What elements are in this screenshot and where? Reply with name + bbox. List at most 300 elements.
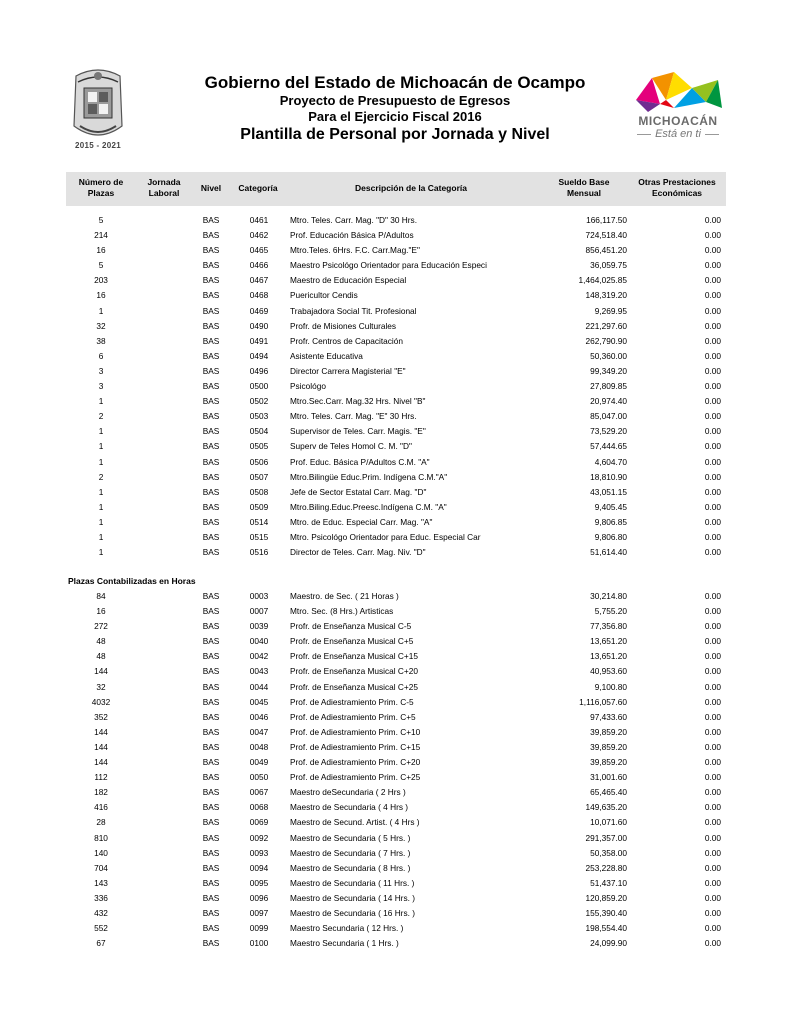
cell-categoria: 0099 bbox=[249, 923, 269, 934]
cell-categoria: 0503 bbox=[249, 411, 269, 422]
cell-otras-prestaciones: 0.00 bbox=[704, 441, 721, 452]
table-row bbox=[0, 936, 791, 951]
cell-categoria: 0069 bbox=[249, 817, 269, 828]
cell-numero-plazas: 272 bbox=[94, 621, 108, 632]
cell-sueldo-base: 9,806.80 bbox=[594, 531, 627, 542]
cell-otras-prestaciones: 0.00 bbox=[704, 621, 721, 632]
cell-otras-prestaciones: 0.00 bbox=[704, 275, 721, 286]
table-row bbox=[0, 634, 791, 649]
cell-sueldo-base: 4,604.70 bbox=[594, 456, 627, 467]
col-sueldo-base: Sueldo Base Mensual bbox=[558, 177, 610, 198]
cell-sueldo-base: 9,269.95 bbox=[594, 305, 627, 316]
cell-nivel: BAS bbox=[202, 817, 220, 828]
cell-sueldo-base: 31,001.60 bbox=[590, 772, 627, 783]
cell-sueldo-base: 43,051.15 bbox=[590, 486, 627, 497]
cell-categoria: 0508 bbox=[249, 486, 269, 497]
cell-sueldo-base: 40,953.60 bbox=[590, 666, 627, 677]
cell-descripcion: Prof. Educación Básica P/Adultos bbox=[290, 230, 414, 241]
cell-otras-prestaciones: 0.00 bbox=[704, 547, 721, 558]
cell-descripcion: Maestro de Educación Especial bbox=[290, 275, 407, 286]
col-categoria: Categoría bbox=[238, 183, 278, 193]
cell-categoria: 0494 bbox=[249, 350, 269, 361]
cell-sueldo-base: 97,433.60 bbox=[590, 711, 627, 722]
cell-nivel: BAS bbox=[202, 636, 220, 647]
cell-categoria: 0097 bbox=[249, 907, 269, 918]
cell-numero-plazas: 1 bbox=[98, 426, 104, 437]
table-row bbox=[0, 619, 791, 634]
cell-nivel: BAS bbox=[202, 847, 220, 858]
cell-nivel: BAS bbox=[202, 923, 220, 934]
cell-descripcion: Asistente Educativa bbox=[290, 350, 363, 361]
document-title: Gobierno del Estado de Michoacán de Ocampo bbox=[204, 73, 586, 92]
cell-descripcion: Mtro.Sec.Carr. Mag.32 Hrs. Nivel "B" bbox=[290, 396, 426, 407]
cell-categoria: 0044 bbox=[249, 681, 269, 692]
cell-otras-prestaciones: 0.00 bbox=[704, 456, 721, 467]
cell-categoria: 0040 bbox=[249, 636, 269, 647]
cell-otras-prestaciones: 0.00 bbox=[704, 396, 721, 407]
cell-sueldo-base: 57,444.65 bbox=[590, 441, 627, 452]
table-row bbox=[0, 906, 791, 921]
cell-sueldo-base: 148,319.20 bbox=[585, 290, 627, 301]
cell-sueldo-base: 99,349.20 bbox=[590, 365, 627, 376]
cell-otras-prestaciones: 0.00 bbox=[704, 305, 721, 316]
cell-descripcion: Trabajadora Social Tit. Profesional bbox=[290, 305, 417, 316]
cell-descripcion: Supervisor de Teles. Carr. Magis. "E" bbox=[290, 426, 426, 437]
cell-categoria: 0514 bbox=[249, 516, 269, 527]
cell-nivel: BAS bbox=[202, 621, 220, 632]
cell-numero-plazas: 28 bbox=[96, 817, 106, 828]
cell-categoria: 0067 bbox=[249, 787, 269, 798]
table-row bbox=[0, 664, 791, 679]
cell-numero-plazas: 84 bbox=[96, 591, 106, 601]
cell-descripcion: Superv de Teles Homol C. M. "D" bbox=[290, 441, 412, 452]
table-row bbox=[0, 364, 791, 379]
cell-sueldo-base: 85,047.00 bbox=[590, 411, 627, 422]
table-row bbox=[0, 258, 791, 273]
cell-descripcion: Psicológo bbox=[290, 381, 326, 392]
document-titles bbox=[160, 72, 630, 145]
cell-numero-plazas: 143 bbox=[94, 877, 108, 888]
cell-numero-plazas: 1 bbox=[98, 531, 104, 542]
cell-otras-prestaciones: 0.00 bbox=[704, 381, 721, 392]
table-row bbox=[0, 680, 791, 695]
cell-categoria: 0045 bbox=[249, 696, 269, 707]
cell-numero-plazas: 48 bbox=[96, 651, 106, 662]
table-body-plazas bbox=[0, 213, 791, 560]
cell-otras-prestaciones: 0.00 bbox=[704, 245, 721, 256]
table-row bbox=[0, 921, 791, 936]
cell-nivel: BAS bbox=[202, 516, 220, 527]
table-row bbox=[0, 785, 791, 800]
cell-descripcion: Maestro de Secundaria ( 11 Hrs. ) bbox=[290, 877, 415, 888]
cell-categoria: 0096 bbox=[249, 892, 269, 903]
cell-categoria: 0507 bbox=[249, 471, 269, 482]
cell-otras-prestaciones: 0.00 bbox=[704, 832, 721, 843]
cell-categoria: 0516 bbox=[249, 547, 269, 558]
cell-categoria: 0496 bbox=[249, 365, 269, 376]
cell-nivel: BAS bbox=[202, 260, 220, 271]
cell-sueldo-base: 291,357.00 bbox=[585, 832, 627, 843]
cell-numero-plazas: 552 bbox=[94, 923, 108, 934]
cell-sueldo-base: 77,356.80 bbox=[590, 621, 627, 632]
cell-sueldo-base: 221,297.60 bbox=[585, 320, 627, 331]
cell-nivel: BAS bbox=[202, 486, 220, 497]
cell-categoria: 0468 bbox=[249, 290, 269, 301]
cell-otras-prestaciones: 0.00 bbox=[704, 320, 721, 331]
table-row bbox=[0, 319, 791, 334]
cell-descripcion: Mtro.Biling.Educ.Preesc.Indígena C.M. "A" bbox=[290, 501, 447, 512]
cell-otras-prestaciones: 0.00 bbox=[704, 802, 721, 813]
cell-categoria: 0007 bbox=[249, 606, 269, 617]
cell-sueldo-base: 253,228.80 bbox=[585, 862, 627, 873]
cell-numero-plazas: 5 bbox=[98, 260, 104, 271]
cell-nivel: BAS bbox=[202, 802, 220, 813]
cell-nivel: BAS bbox=[202, 456, 220, 467]
table-row bbox=[0, 439, 791, 454]
cell-sueldo-base: 73,529.20 bbox=[590, 426, 627, 437]
cell-numero-plazas: 48 bbox=[96, 636, 106, 647]
cell-descripcion: Prof. de Adiestramiento Prim. C+20 bbox=[290, 757, 421, 768]
cell-nivel: BAS bbox=[202, 757, 220, 768]
cell-numero-plazas: 2 bbox=[98, 411, 104, 422]
cell-nivel: BAS bbox=[202, 832, 220, 843]
cell-sueldo-base: 724,518.40 bbox=[585, 230, 627, 241]
cell-nivel: BAS bbox=[202, 711, 220, 722]
cell-otras-prestaciones: 0.00 bbox=[704, 711, 721, 722]
cell-sueldo-base: 166,117.50 bbox=[586, 215, 627, 225]
col-otras-prestaciones: Otras Prestaciones Económicas bbox=[638, 177, 716, 198]
cell-descripcion: Prof. de Adiestramiento Prim. C-5 bbox=[290, 696, 414, 707]
cell-numero-plazas: 144 bbox=[94, 741, 108, 752]
cell-otras-prestaciones: 0.00 bbox=[704, 862, 721, 873]
col-descripcion: Descripción de la Categoría bbox=[355, 183, 467, 193]
cell-otras-prestaciones: 0.00 bbox=[704, 892, 721, 903]
cell-otras-prestaciones: 0.00 bbox=[704, 365, 721, 376]
cell-numero-plazas: 3 bbox=[98, 381, 104, 392]
cell-categoria: 0502 bbox=[249, 396, 269, 407]
table-row bbox=[0, 589, 791, 604]
cell-numero-plazas: 214 bbox=[94, 230, 108, 241]
cell-nivel: BAS bbox=[202, 441, 220, 452]
cell-nivel: BAS bbox=[202, 275, 220, 286]
cell-numero-plazas: 144 bbox=[94, 666, 108, 677]
cell-descripcion: Maestro de Secund. Artist. ( 4 Hrs ) bbox=[290, 817, 420, 828]
cell-sueldo-base: 1,116,057.60 bbox=[579, 696, 627, 707]
cell-otras-prestaciones: 0.00 bbox=[704, 757, 721, 768]
cell-sueldo-base: 262,790.90 bbox=[585, 335, 627, 346]
cell-sueldo-base: 155,390.40 bbox=[585, 907, 627, 918]
cell-nivel: BAS bbox=[202, 547, 220, 558]
cell-descripcion: Maestro Secundaria ( 1 Hrs. ) bbox=[290, 938, 399, 949]
cell-nivel: BAS bbox=[202, 381, 220, 392]
cell-numero-plazas: 432 bbox=[94, 907, 108, 918]
table-row bbox=[0, 891, 791, 906]
cell-numero-plazas: 112 bbox=[94, 772, 108, 783]
table-row bbox=[0, 409, 791, 424]
cell-nivel: BAS bbox=[202, 501, 220, 512]
cell-descripcion: Profr. de Misiones Culturales bbox=[290, 320, 397, 331]
cell-otras-prestaciones: 0.00 bbox=[704, 426, 721, 437]
cell-descripcion: Maestro de Secundaria ( 5 Hrs. ) bbox=[290, 832, 411, 843]
cell-otras-prestaciones: 0.00 bbox=[704, 681, 721, 692]
cell-categoria: 0509 bbox=[249, 501, 269, 512]
cell-otras-prestaciones: 0.00 bbox=[704, 471, 721, 482]
cell-sueldo-base: 50,358.00 bbox=[590, 847, 627, 858]
cell-sueldo-base: 13,651.20 bbox=[590, 651, 627, 662]
cell-otras-prestaciones: 0.00 bbox=[704, 591, 721, 601]
cell-sueldo-base: 39,859.20 bbox=[590, 757, 627, 768]
cell-numero-plazas: 810 bbox=[94, 832, 108, 843]
cell-categoria: 0515 bbox=[249, 531, 269, 542]
cell-sueldo-base: 39,859.20 bbox=[590, 741, 627, 752]
cell-nivel: BAS bbox=[202, 290, 220, 301]
cell-nivel: BAS bbox=[202, 772, 220, 783]
cell-nivel: BAS bbox=[202, 666, 220, 677]
cell-numero-plazas: 1 bbox=[98, 456, 104, 467]
cell-numero-plazas: 32 bbox=[96, 320, 106, 331]
cell-numero-plazas: 32 bbox=[96, 681, 106, 692]
cell-sueldo-base: 149,635.20 bbox=[585, 802, 627, 813]
cell-categoria: 0003 bbox=[249, 591, 269, 601]
table-row bbox=[0, 725, 791, 740]
cell-descripcion: Mtro. Teles. Carr. Mag. "E" 30 Hrs. bbox=[290, 411, 417, 422]
cell-numero-plazas: 140 bbox=[94, 847, 108, 858]
cell-descripcion: Mtro.Teles. 6Hrs. F.C. Carr.Mag."E" bbox=[290, 245, 420, 256]
cell-numero-plazas: 1 bbox=[98, 441, 104, 452]
table-body-horas bbox=[0, 589, 791, 951]
cell-numero-plazas: 5 bbox=[98, 215, 104, 225]
cell-numero-plazas: 3 bbox=[98, 365, 104, 376]
cell-descripcion: Mtro. Sec. (8 Hrs.) Artisticas bbox=[290, 606, 394, 617]
seal-years: 2015 - 2021 bbox=[74, 141, 121, 150]
table-row bbox=[0, 228, 791, 243]
cell-categoria: 0092 bbox=[249, 832, 269, 843]
document-subtitle-3: Plantilla de Personal por Jornada y Nivel bbox=[240, 126, 550, 143]
cell-otras-prestaciones: 0.00 bbox=[704, 847, 721, 858]
cell-sueldo-base: 198,554.40 bbox=[585, 923, 627, 934]
table-row bbox=[0, 394, 791, 409]
cell-descripcion: Maestro Psicológo Orientador para Educación Especi bbox=[290, 260, 487, 271]
cell-otras-prestaciones: 0.00 bbox=[704, 877, 721, 888]
cell-descripcion: Maestro de Secundaria ( 14 Hrs. ) bbox=[290, 892, 415, 903]
cell-categoria: 0100 bbox=[249, 938, 269, 949]
col-nivel: Nivel bbox=[200, 183, 222, 193]
cell-descripcion: Prof. Educ. Básica P/Adultos C.M. "A" bbox=[290, 456, 430, 467]
cell-sueldo-base: 50,360.00 bbox=[590, 350, 627, 361]
cell-categoria: 0049 bbox=[249, 757, 269, 768]
col-numero-plazas: Número de Plazas bbox=[78, 177, 124, 198]
cell-descripcion: Profr. de Enseñanza Musical C+25 bbox=[290, 681, 418, 692]
table-row bbox=[0, 470, 791, 485]
cell-categoria: 0043 bbox=[249, 666, 269, 677]
cell-numero-plazas: 1 bbox=[98, 547, 104, 558]
cell-categoria: 0095 bbox=[249, 877, 269, 888]
cell-otras-prestaciones: 0.00 bbox=[704, 696, 721, 707]
table-row bbox=[0, 604, 791, 619]
cell-sueldo-base: 856,451.20 bbox=[585, 245, 627, 256]
cell-numero-plazas: 6 bbox=[98, 350, 104, 361]
table-row bbox=[0, 288, 791, 303]
section-title-horas: Plazas Contabilizadas en Horas bbox=[68, 576, 196, 586]
cell-nivel: BAS bbox=[202, 471, 220, 482]
cell-nivel: BAS bbox=[202, 245, 220, 256]
table-row bbox=[0, 273, 791, 288]
cell-numero-plazas: 67 bbox=[96, 938, 106, 949]
cell-numero-plazas: 704 bbox=[94, 862, 108, 873]
table-row bbox=[0, 515, 791, 530]
cell-sueldo-base: 5,755.20 bbox=[594, 606, 627, 617]
cell-descripcion: Mtro. Teles. Carr. Mag. "D" 30 Hrs. bbox=[290, 215, 417, 225]
cell-otras-prestaciones: 0.00 bbox=[704, 726, 721, 737]
cell-sueldo-base: 65,465.40 bbox=[590, 787, 627, 798]
table-row bbox=[0, 243, 791, 258]
table-row bbox=[0, 649, 791, 664]
cell-numero-plazas: 1 bbox=[98, 305, 104, 316]
cell-sueldo-base: 36,059.75 bbox=[590, 260, 627, 271]
cell-nivel: BAS bbox=[202, 365, 220, 376]
cell-otras-prestaciones: 0.00 bbox=[704, 907, 721, 918]
cell-sueldo-base: 9,100.80 bbox=[594, 681, 627, 692]
cell-categoria: 0462 bbox=[249, 230, 269, 241]
table-row bbox=[0, 334, 791, 349]
cell-descripcion: Prof. de Adiestramiento Prim. C+5 bbox=[290, 711, 416, 722]
cell-categoria: 0504 bbox=[249, 426, 269, 437]
cell-otras-prestaciones: 0.00 bbox=[704, 741, 721, 752]
cell-categoria: 0050 bbox=[249, 772, 269, 783]
cell-descripcion: Maestro de Secundaria ( 8 Hrs. ) bbox=[290, 862, 411, 873]
cell-categoria: 0500 bbox=[249, 381, 269, 392]
cell-nivel: BAS bbox=[202, 726, 220, 737]
cell-categoria: 0467 bbox=[249, 275, 269, 286]
cell-otras-prestaciones: 0.00 bbox=[704, 531, 721, 542]
cell-categoria: 0047 bbox=[249, 726, 269, 737]
cell-categoria: 0506 bbox=[249, 456, 269, 467]
cell-descripcion: Profr. de Enseñanza Musical C+5 bbox=[290, 636, 414, 647]
cell-sueldo-base: 30,214.80 bbox=[590, 591, 627, 601]
brand-name: MICHOACÁN bbox=[638, 114, 718, 128]
cell-nivel: BAS bbox=[202, 215, 220, 225]
cell-otras-prestaciones: 0.00 bbox=[704, 772, 721, 783]
cell-nivel: BAS bbox=[202, 531, 220, 542]
cell-categoria: 0068 bbox=[249, 802, 269, 813]
cell-otras-prestaciones: 0.00 bbox=[704, 636, 721, 647]
table-row bbox=[0, 304, 791, 319]
table-header bbox=[66, 172, 726, 206]
cell-otras-prestaciones: 0.00 bbox=[704, 350, 721, 361]
cell-otras-prestaciones: 0.00 bbox=[704, 501, 721, 512]
cell-nivel: BAS bbox=[202, 892, 220, 903]
cell-sueldo-base: 10,071.60 bbox=[590, 817, 627, 828]
cell-descripcion: Maestro deSecundaria ( 2 Hrs ) bbox=[290, 787, 406, 798]
cell-otras-prestaciones: 0.00 bbox=[704, 411, 721, 422]
cell-numero-plazas: 336 bbox=[94, 892, 108, 903]
cell-descripcion: Mtro.Bilingüe Educ.Prim. Indígena C.M."A" bbox=[290, 471, 448, 482]
cell-sueldo-base: 51,437.10 bbox=[590, 877, 627, 888]
brand-tagline: Está en ti bbox=[626, 128, 730, 140]
cell-otras-prestaciones: 0.00 bbox=[704, 230, 721, 241]
document-subtitle-1: Proyecto de Presupuesto de Egresos bbox=[279, 93, 511, 108]
cell-sueldo-base: 120,859.20 bbox=[585, 892, 627, 903]
cell-sueldo-base: 27,809.85 bbox=[590, 381, 627, 392]
cell-nivel: BAS bbox=[202, 396, 220, 407]
cell-categoria: 0469 bbox=[249, 305, 269, 316]
cell-categoria: 0505 bbox=[249, 441, 269, 452]
table-row bbox=[0, 695, 791, 710]
cell-nivel: BAS bbox=[202, 591, 220, 601]
cell-nivel: BAS bbox=[202, 305, 220, 316]
table-row bbox=[0, 379, 791, 394]
cell-descripcion: Maestro. de Sec. ( 21 Horas ) bbox=[290, 591, 399, 601]
cell-nivel: BAS bbox=[202, 426, 220, 437]
cell-categoria: 0093 bbox=[249, 847, 269, 858]
cell-otras-prestaciones: 0.00 bbox=[704, 260, 721, 271]
cell-categoria: 0465 bbox=[249, 245, 269, 256]
cell-nivel: BAS bbox=[202, 696, 220, 707]
table-row bbox=[0, 710, 791, 725]
table-row bbox=[0, 755, 791, 770]
cell-numero-plazas: 2 bbox=[98, 471, 104, 482]
cell-numero-plazas: 416 bbox=[94, 802, 108, 813]
cell-descripcion: Director Carrera Magisterial "E" bbox=[290, 365, 406, 376]
cell-descripcion: Director de Teles. Carr. Mag. Niv. "D" bbox=[290, 547, 426, 558]
cell-numero-plazas: 4032 bbox=[91, 696, 111, 707]
cell-categoria: 0048 bbox=[249, 741, 269, 752]
cell-numero-plazas: 144 bbox=[94, 757, 108, 768]
table-row bbox=[0, 530, 791, 545]
table-row bbox=[0, 815, 791, 830]
cell-sueldo-base: 13,651.20 bbox=[590, 636, 627, 647]
cell-nivel: BAS bbox=[202, 230, 220, 241]
cell-nivel: BAS bbox=[202, 335, 220, 346]
cell-numero-plazas: 352 bbox=[94, 711, 108, 722]
cell-numero-plazas: 1 bbox=[98, 501, 104, 512]
cell-nivel: BAS bbox=[202, 938, 220, 949]
cell-otras-prestaciones: 0.00 bbox=[704, 516, 721, 527]
cell-sueldo-base: 9,806.85 bbox=[594, 516, 627, 527]
cell-categoria: 0491 bbox=[249, 335, 269, 346]
cell-sueldo-base: 24,099.90 bbox=[590, 938, 627, 949]
cell-descripcion: Profr. de Enseñanza Musical C+20 bbox=[290, 666, 418, 677]
cell-descripcion: Profr. Centros de Capacitación bbox=[290, 335, 403, 346]
cell-categoria: 0039 bbox=[249, 621, 269, 632]
cell-descripcion: Maestro de Secundaria ( 16 Hrs. ) bbox=[290, 907, 415, 918]
cell-descripcion: Prof. de Adiestramiento Prim. C+15 bbox=[290, 741, 421, 752]
cell-numero-plazas: 1 bbox=[98, 486, 104, 497]
cell-numero-plazas: 16 bbox=[96, 606, 106, 617]
cell-descripcion: Maestro de Secundaria ( 7 Hrs. ) bbox=[290, 847, 411, 858]
cell-nivel: BAS bbox=[202, 320, 220, 331]
cell-categoria: 0461 bbox=[249, 215, 269, 225]
cell-sueldo-base: 51,614.40 bbox=[590, 547, 627, 558]
cell-descripcion: Maestro de Secundaria ( 4 Hrs ) bbox=[290, 802, 409, 813]
cell-numero-plazas: 16 bbox=[96, 290, 106, 301]
table-row bbox=[0, 876, 791, 891]
cell-nivel: BAS bbox=[202, 411, 220, 422]
cell-descripcion: Maestro Secundaria ( 12 Hrs. ) bbox=[290, 923, 404, 934]
document-subtitle-2: Para el Ejercicio Fiscal 2016 bbox=[308, 109, 482, 124]
table-row bbox=[0, 455, 791, 470]
cell-numero-plazas: 182 bbox=[94, 787, 108, 798]
table-row bbox=[0, 500, 791, 515]
table-row bbox=[0, 485, 791, 500]
table-row bbox=[0, 770, 791, 785]
cell-numero-plazas: 1 bbox=[98, 516, 104, 527]
cell-numero-plazas: 144 bbox=[94, 726, 108, 737]
cell-nivel: BAS bbox=[202, 606, 220, 617]
cell-nivel: BAS bbox=[202, 350, 220, 361]
cell-otras-prestaciones: 0.00 bbox=[704, 666, 721, 677]
cell-otras-prestaciones: 0.00 bbox=[704, 651, 721, 662]
